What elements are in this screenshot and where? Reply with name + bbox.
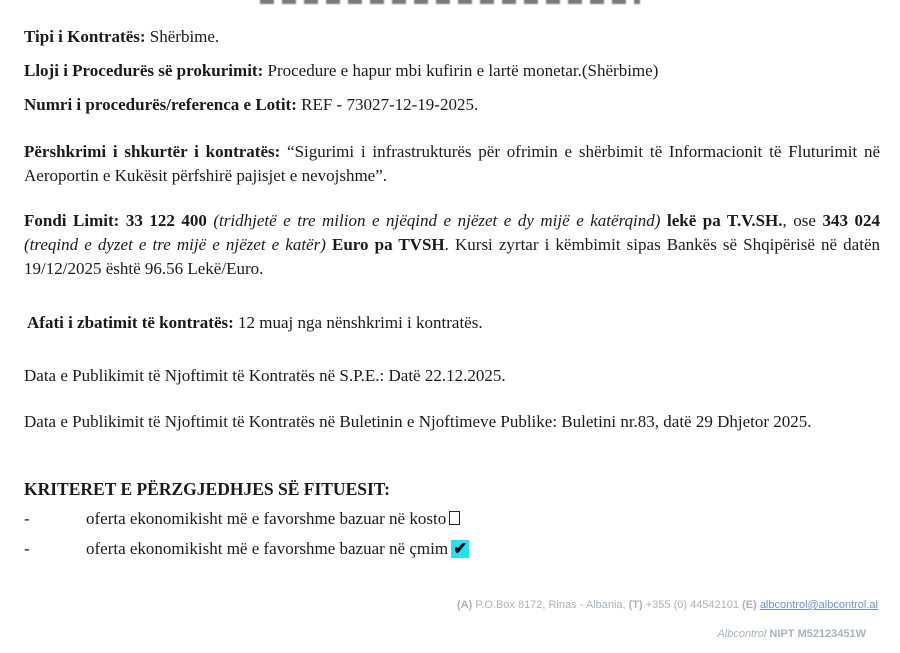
criteria-item-label xyxy=(86,508,460,530)
contract-type-label: Tipi i Kontratës: xyxy=(24,27,146,46)
phone-label: (T) xyxy=(628,599,643,611)
duration-label: Afati i zbatimit të kontratës: xyxy=(27,313,234,332)
contract-type-value: Shërbime. xyxy=(145,27,220,46)
description-paragraph xyxy=(24,140,880,188)
criteria-item-label xyxy=(86,538,469,560)
footer-contact xyxy=(457,599,878,611)
fund-label: Fondi Limit: xyxy=(24,211,120,230)
fund-amount-lek-words: (tridhjetë e tre milion e njëqind e njëzet e dy mijë e katërqind) xyxy=(206,211,661,230)
criteria-dash: - xyxy=(24,509,30,528)
footer-email-link[interactable]: albcontrol@albcontrol.al xyxy=(759,599,878,611)
footer-company: Albcontrol xyxy=(717,628,767,640)
description-value: “Sigurimi i infrastrukturës për ofrimin e shërbimit të Informacionit të Fluturimit në Aeroportin e Kukësit përfshirë pajisjet e nevojshme”. xyxy=(24,142,880,185)
duration-value: 12 muaj nga nënshkrimi i kontratës. xyxy=(233,313,483,332)
checkbox-empty-icon xyxy=(449,511,460,525)
publication-spe-line: Data e Publikimit të Njoftimit të Kontratës në S.P.E.: Datë 22.12.2025. xyxy=(24,366,506,385)
exchange-rate-text: . Kursi zyrtar i këmbimit sipas Bankës së Shqipërisë në datën 19/12/2025 është 96.56 Lekë/Euro. xyxy=(24,235,880,278)
procedure-type-line xyxy=(24,60,658,82)
publication-bulletin-paragraph: Data e Publikimit të Njoftimit të Kontratës në Buletinin e Njoftimeve Publike: Buletini nr.83, datë 29 Dhjetor 2025. xyxy=(24,412,812,431)
footer-nipt-number: NIPT M52123451W xyxy=(766,628,866,640)
procedure-type-value: Procedure e hapur mbi kufirin e lartë monetar.(Shërbime) xyxy=(263,61,659,80)
checkmark-icon: ✔ xyxy=(453,539,468,558)
address-label: (A) xyxy=(457,599,473,611)
duration-line xyxy=(27,312,483,334)
criteria-cost-text: oferta ekonomikisht më e favorshme bazuar në kosto xyxy=(86,509,447,528)
description-label: Përshkrimi i shkurtër i kontratës: xyxy=(24,142,281,161)
fund-amount-eur: 343 024 xyxy=(822,211,880,230)
reference-label: Numri i procedurës/referenca e Lotit: xyxy=(24,95,297,114)
fund-paragraph xyxy=(24,209,880,281)
criteria-dash: - xyxy=(24,539,30,558)
fund-lek-suffix: lekë pa T.V.SH. xyxy=(660,211,783,230)
reference-line xyxy=(24,94,478,116)
footer-address: P.O.Box 8172, Rinas - Albania, xyxy=(472,599,629,611)
fund-amount-lek: 33 122 400 xyxy=(119,211,207,230)
cropped-header-text xyxy=(260,0,640,4)
fund-connector: , ose xyxy=(782,211,823,230)
criteria-heading: KRITERET E PËRZGJEDHJES SË FITUESIT: xyxy=(24,479,390,499)
footer-nipt xyxy=(717,628,866,640)
footer-phone: +355 (0) 44542101 xyxy=(642,599,743,611)
criteria-price-text: oferta ekonomikisht më e favorshme bazuar në çmim xyxy=(86,539,449,558)
procedure-type-label: Lloji i Procedurës së prokurimit: xyxy=(24,61,264,80)
fund-amount-eur-words: (treqind e dyzet e tre mijë e njëzet e katër) xyxy=(24,235,326,254)
reference-value: REF - 73027-12-19-2025. xyxy=(296,95,479,114)
email-label: (E) xyxy=(742,599,757,611)
contract-type-line xyxy=(24,26,219,48)
fund-eur-suffix: Euro pa TVSH xyxy=(325,235,445,254)
